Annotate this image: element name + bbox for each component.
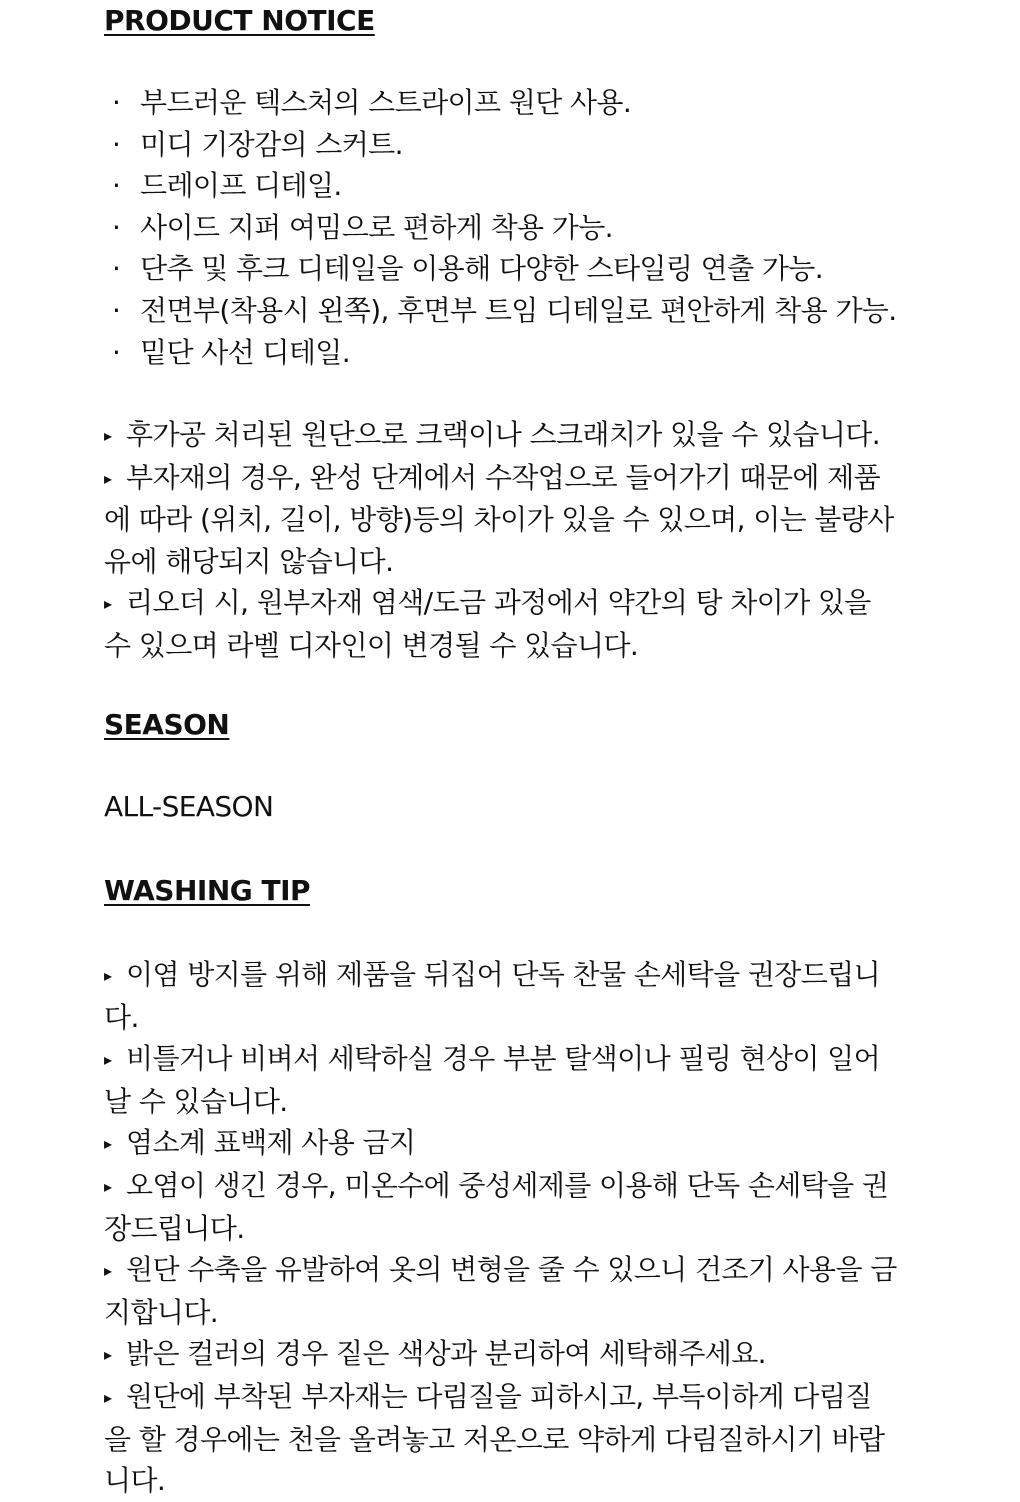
- washing-tip-text: 장드립니다.: [104, 1211, 245, 1245]
- washing-tip-text: 을 할 경우에는 천을 올려놓고 저온으로 약하게 다림질하시기 바랍: [104, 1422, 885, 1456]
- notice-notes: [104, 414, 924, 667]
- washing-tip-line: [104, 1419, 924, 1461]
- washing-tip-line: [104, 1122, 924, 1165]
- bullet-dot: ·: [112, 86, 121, 119]
- notice-note-line: [104, 414, 924, 457]
- feature-item: [104, 165, 897, 207]
- feature-text: 단추 및 후크 디테일을 이용해 다양한 스타일링 연출 가능.: [140, 252, 824, 286]
- bullet-dot: ·: [112, 335, 121, 369]
- notice-note: [104, 457, 924, 583]
- washing-tip: [104, 1038, 924, 1122]
- washing-tip-text: 밝은 컬러의 경우 짙은 색상과 분리하여 세탁해주세요.: [126, 1337, 766, 1371]
- washing-tip-text: 다.: [104, 1000, 139, 1034]
- washing-tip-text: 날 수 있습니다.: [104, 1084, 288, 1118]
- triangle-bullet-icon: ▸: [104, 1387, 112, 1407]
- washing-tip-line: [104, 1208, 924, 1250]
- notice-note-text: 부자재의 경우, 완성 단계에서 수작업으로 들어가기 때문에 제품: [126, 460, 881, 494]
- feature-list: [104, 82, 897, 373]
- feature-text: 부드러운 텍스처의 스트라이프 원단 사용.: [140, 86, 632, 119]
- notice-note-text: 수 있으며 라벨 디자인이 변경될 수 있습니다.: [104, 628, 639, 662]
- washing-tip: [104, 1249, 924, 1333]
- notice-note-text: 유에 해당되지 않습니다.: [104, 544, 394, 578]
- bullet-dot: ·: [112, 210, 121, 244]
- washing-tip-heading: WASHING TIP: [104, 874, 311, 907]
- notice-note-text: 리오더 시, 원부자재 염색/도금 과정에서 약간의 탕 차이가 있을: [126, 586, 871, 620]
- triangle-bullet-icon: ▸: [104, 966, 112, 985]
- triangle-bullet-icon: ▸: [104, 1050, 112, 1070]
- bullet-dot: ·: [112, 293, 121, 327]
- feature-text: 드레이프 디테일.: [140, 169, 342, 203]
- washing-tip: [104, 1376, 924, 1502]
- washing-tip-text: 이염 방지를 위해 제품을 뒤집어 단독 찬물 손세탁을 권장드립니: [126, 958, 881, 991]
- season-value: ALL-SEASON: [104, 790, 274, 823]
- notice-note-text: 후가공 처리된 원단으로 크랙이나 스크래치가 있을 수 있습니다.: [126, 418, 881, 451]
- feature-text: 사이드 지퍼 여밈으로 편하게 착용 가능.: [140, 210, 613, 244]
- washing-tip: [104, 1165, 924, 1249]
- washing-tip-text: 원단에 부착된 부자재는 다림질을 피하시고, 부득이하게 다림질: [126, 1379, 872, 1413]
- notice-note-line: [104, 457, 924, 500]
- feature-item: [104, 248, 897, 290]
- notice-note-line: [104, 625, 924, 667]
- feature-item: [104, 290, 897, 332]
- notice-note-line: [104, 582, 924, 625]
- feature-item: [104, 332, 897, 374]
- season-heading: SEASON: [104, 708, 230, 741]
- washing-tip-text: 염소계 표백제 사용 금지: [126, 1126, 416, 1160]
- triangle-bullet-icon: ▸: [104, 1176, 112, 1196]
- feature-item: [104, 82, 897, 124]
- notice-note-text: 에 따라 (위치, 길이, 방향)등의 차이가 있을 수 있으며, 이는 불량사: [104, 503, 894, 537]
- washing-tip-line: [104, 954, 924, 997]
- washing-tip: [104, 1122, 924, 1165]
- washing-tip-text: 지합니다.: [104, 1295, 219, 1329]
- washing-tip-text: 니다.: [104, 1464, 166, 1498]
- feature-text: 밑단 사선 디테일.: [140, 335, 351, 369]
- triangle-bullet-icon: ▸: [104, 468, 112, 488]
- notice-note-line: [104, 499, 924, 541]
- triangle-bullet-icon: ▸: [104, 426, 112, 445]
- feature-text: 미디 기장감의 스커트.: [140, 127, 403, 161]
- washing-tip-line: [104, 1376, 924, 1419]
- washing-tip: [104, 954, 924, 1038]
- washing-tip-line: [104, 997, 924, 1039]
- triangle-bullet-icon: ▸: [104, 1345, 112, 1365]
- bullet-dot: ·: [112, 252, 121, 286]
- triangle-bullet-icon: ▸: [104, 1134, 112, 1154]
- washing-tip-line: [104, 1249, 924, 1292]
- notice-note-line: [104, 541, 924, 583]
- washing-tip-line: [104, 1165, 924, 1208]
- washing-tip-text: 비틀거나 비벼서 세탁하실 경우 부분 탈색이나 필링 현상이 일어: [126, 1042, 881, 1076]
- feature-item: [104, 207, 897, 249]
- washing-tip: [104, 1333, 924, 1376]
- feature-text: 전면부(착용시 왼쪽), 후면부 트임 디테일로 편안하게 착용 가능.: [140, 293, 897, 327]
- notice-note: [104, 414, 924, 457]
- washing-tip-line: [104, 1292, 924, 1334]
- washing-tip-text: 원단 수축을 유발하여 옷의 변형을 줄 수 있으니 건조기 사용을 금: [126, 1253, 897, 1287]
- washing-tip-line: [104, 1038, 924, 1081]
- triangle-bullet-icon: ▸: [104, 594, 112, 614]
- washing-tip-line: [104, 1460, 924, 1502]
- product-notice-heading: PRODUCT NOTICE: [104, 4, 375, 37]
- triangle-bullet-icon: ▸: [104, 1261, 112, 1281]
- bullet-dot: ·: [112, 169, 121, 203]
- bullet-dot: ·: [112, 127, 121, 161]
- notice-note: [104, 582, 924, 666]
- washing-tip-line: [104, 1333, 924, 1376]
- washing-tip-line: [104, 1081, 924, 1123]
- feature-item: [104, 124, 897, 166]
- washing-tip-text: 오염이 생긴 경우, 미온수에 중성세제를 이용해 단독 손세탁을 권: [126, 1168, 889, 1202]
- washing-tip-list: [104, 954, 924, 1502]
